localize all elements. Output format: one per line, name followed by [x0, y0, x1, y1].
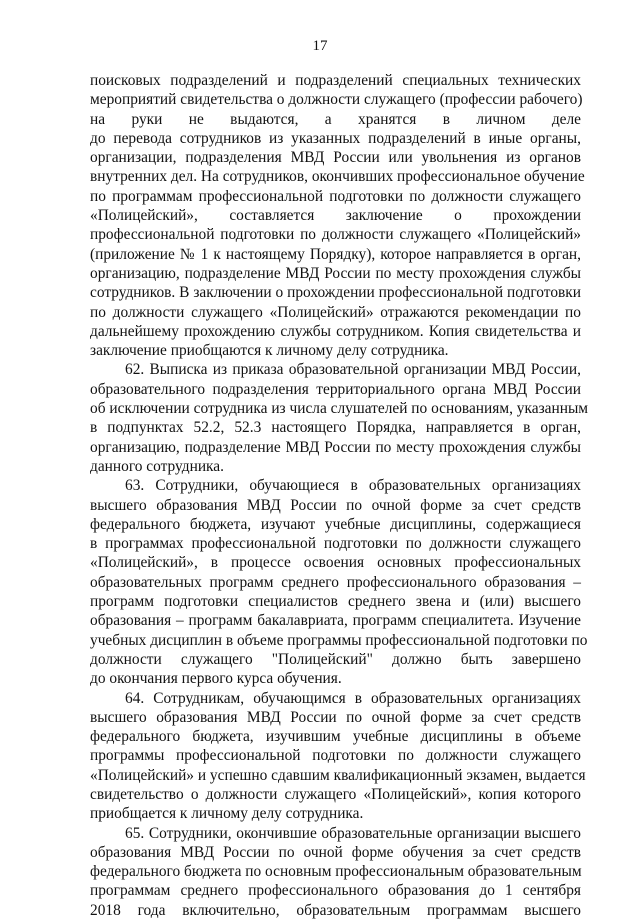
text-line: поисковых подразделений и подразделений специальных технических — [90, 72, 581, 89]
text-line: по должности служащего «Полицейский» отражаются рекомендации по — [90, 303, 581, 321]
text-line: в подпунктах 52.2, 52.3 настоящего Порядка, направляется в орган, — [90, 419, 581, 437]
text-line: в программах профессиональной подготовки по должности служащего — [90, 535, 581, 553]
text-line: «Полицейский», составляется заключение о прохождении — [90, 207, 581, 225]
text-line: 63. Сотрудники, обучающиеся в образовательных организациях — [125, 477, 581, 495]
text-line: образовательных программ среднего профессионального образования – — [90, 573, 581, 591]
text-line: организацию, подразделение МВД России по месту прохождения службы — [90, 264, 581, 282]
text-line: образования МВД России по очной форме обучения за счет средств — [90, 843, 581, 861]
text-line: профессиональной подготовки по должности служащего «Полицейский» — [90, 226, 581, 244]
text-line: данного сотрудника. — [90, 457, 224, 475]
text-line: высшего образования МВД России по очной форме за счет средств — [90, 708, 581, 726]
text-line: должности служащего "Полицейский" должно быть завершено — [90, 650, 581, 668]
body-text — [90, 71, 589, 920]
text-line: образовательного подразделения территориального органа МВД России — [90, 380, 581, 398]
text-line: программам среднего профессионального образования до 1 сентября — [90, 882, 581, 900]
text-line: приобщается к личному делу сотрудника. — [90, 805, 364, 823]
text-line: «Полицейский», в процессе освоения основных профессиональных — [90, 554, 581, 572]
text-line: дальнейшему прохождению службы сотрудником. Копия свидетельства и — [90, 322, 581, 340]
text-line: 62. Выписка из приказа образовательной организации МВД России, — [125, 361, 581, 379]
text-line: внутренних дел. На сотрудников, окончивших профессиональное обучение — [90, 168, 585, 186]
text-line: (приложение № 1 к настоящему Порядку), которое направляется в орган, — [90, 245, 581, 263]
text-line: по программам профессиональной подготовки по должности служащего — [90, 187, 581, 205]
text-line: до перевода сотрудников из указанных подразделений в иные органы, — [90, 129, 581, 147]
text-line: мероприятий свидетельства о должности служащего (профессии рабочего) — [90, 91, 583, 109]
text-line: высшего образования МВД России по очной форме за счет средств — [90, 496, 581, 514]
text-line: сотрудников. В заключении о прохождении профессиональной подготовки — [90, 284, 581, 302]
text-line: заключение приобщаются к личному делу сотрудника. — [90, 342, 449, 360]
text-line: «Полицейский» и успешно сдавшим квалификационный экзамен, выдается — [90, 766, 586, 784]
text-line: 65. Сотрудники, окончившие образовательные организации высшего — [125, 824, 581, 842]
text-line: об исключении сотрудника из числа слушателей по основаниям, указанным — [90, 400, 589, 418]
text-line: программ подготовки специалистов среднего звена и (или) высшего — [90, 593, 581, 611]
text-line: на руки не выдаются, а хранятся в личном деле — [90, 110, 581, 128]
text-line: федерального бюджета по основным профессиональным образовательным — [90, 863, 582, 881]
text-line: до окончания первого курса обучения. — [90, 670, 342, 688]
text-line: учебных дисциплин в объеме программы профессиональной подготовки по — [90, 631, 588, 649]
text-line: федерального бюджета, изучают учебные дисциплины, содержащиеся — [90, 515, 581, 533]
text-line: свидетельство о должности служащего «Полицейский», копия которого — [90, 785, 581, 803]
text-line: организации, подразделения МВД России или увольнения из органов — [90, 149, 581, 167]
text-line: федерального бюджета, изучившим учебные дисциплины в объеме — [90, 728, 581, 746]
text-line: образования – программ бакалавриата, программ специалитета. Изучение — [90, 612, 581, 630]
page-number: 17 — [312, 38, 328, 54]
text-line: 2018 года включительно, образовательным программам высшего — [90, 901, 581, 919]
text-line: 64. Сотрудникам, обучающимся в образовательных организациях — [125, 689, 581, 707]
text-line: программы профессиональной подготовки по должности служащего — [90, 747, 581, 765]
text-line: организацию, подразделение МВД России по месту прохождения службы — [90, 438, 581, 456]
